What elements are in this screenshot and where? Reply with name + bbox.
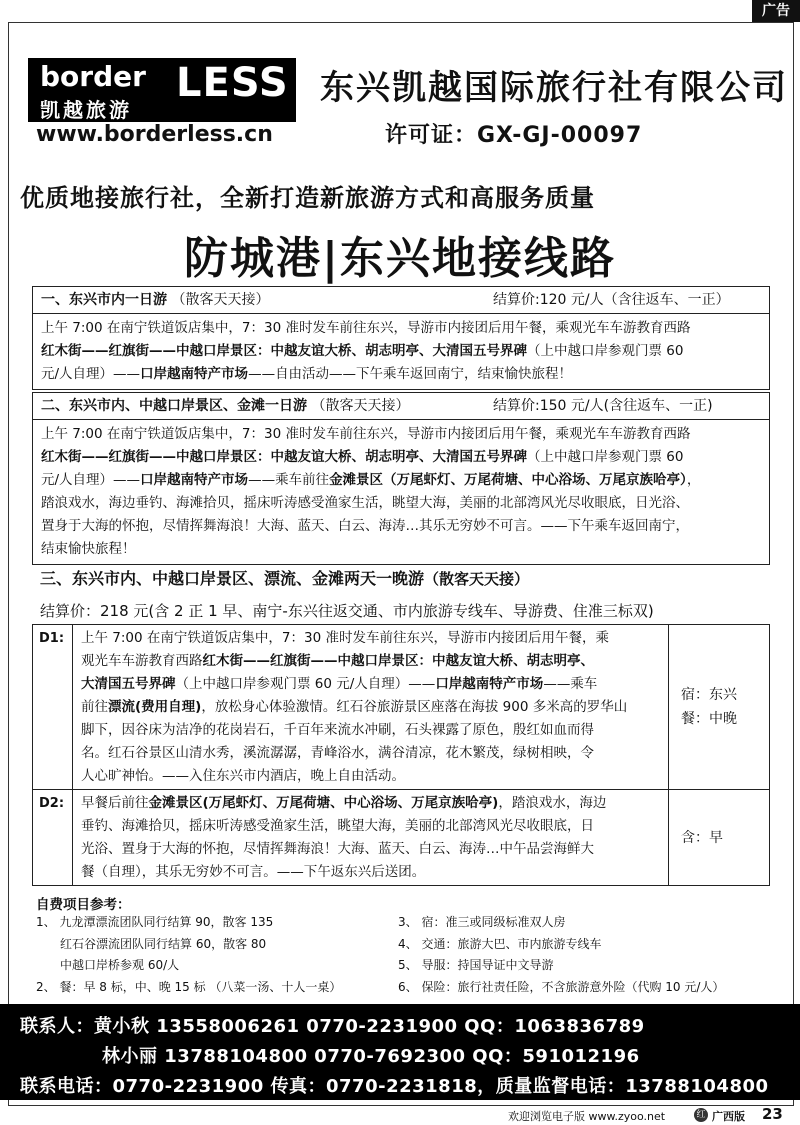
extra-item: 红石谷漂流团队同行结算 60，散客 80 [60, 936, 267, 951]
contact-line-2: 林小丽 13788104800 0770-7692300 QQ：591012196 [102, 1046, 640, 1067]
extras-title: 自费项目参考： [36, 897, 131, 913]
route-3-title: 三、东兴市内、中越口岸景区、漂流、金滩两天一晚游（散客天天接） [40, 569, 530, 588]
logo-chinese-text: 凯越旅游 [40, 98, 132, 122]
extra-item: 5、 导服：持国导证中文导游 [398, 958, 554, 972]
route-3-note: （散客天天接） [424, 570, 530, 588]
route-1-title: 一、东兴市内一日游 [41, 292, 167, 308]
extra-item: 1、 九龙潭漂流团队同行结算 90，散客 135 [36, 915, 274, 929]
route-2-line: 置身于大海的怀抱，尽情挥舞海浪！大海、蓝天、白云、海涛…其乐无穷妙不可言。——下午乘车返回南宁， [41, 518, 689, 534]
route-2-price: 结算价:150 元/人(含往返车、一正) [493, 398, 713, 414]
route-2-box [32, 392, 770, 565]
route-2-title: 二、东兴市内、中越口岸景区、金滩一日游 [41, 398, 307, 414]
slogan: 优质地接旅行社，全新打造新旅游方式和高服务质量 [20, 184, 595, 212]
route-1-header [33, 287, 769, 314]
route-1-line: 元/人自理）——口岸越南特产市场——自由活动——下午乘车返回南宁，结束愉快旅程！ [41, 366, 573, 382]
footer-edition: 广西版 [712, 1110, 745, 1123]
route-2-line: 元/人自理）——口岸越南特产市场——乘车前往金滩景区（万尾虾灯、万尾荷塘、中心浴场、万尾京族哈亭）， [41, 472, 701, 488]
company-name: 东兴凯越国际旅行社有限公司 [320, 68, 788, 108]
page-number: 23 [762, 1105, 783, 1123]
logo-border-text: border [40, 60, 146, 93]
route-1-box [32, 286, 770, 390]
extras-left-column [36, 912, 341, 998]
day-1-label: D1: [33, 625, 73, 789]
route-1-itinerary [33, 314, 769, 389]
route-3-itinerary-table [32, 624, 770, 886]
route-1-price: 结算价:120 元/人（含往返车、一正） [493, 292, 730, 308]
extra-item: 4、 交通：旅游大巴、市内旅游专线车 [398, 936, 602, 951]
extras-right-column [398, 912, 724, 998]
route-2-line: 结束愉快旅程！ [41, 541, 136, 557]
contact-bar [0, 1004, 800, 1100]
route-2-line: 红木街——红旗街——中越口岸景区：中越友谊大桥、胡志明亭、大清国五号界碑（上中越口岸参观门票 60 [41, 449, 684, 465]
page-footer [0, 1104, 800, 1125]
day-1-stay-meal [669, 625, 769, 789]
route-1-line: 红木街——红旗街——中越口岸景区：中越友谊大桥、胡志明亭、大清国五号界碑（上中越口岸参观门票 60 [41, 343, 684, 359]
ad-label: 广告 [752, 0, 800, 22]
headline: 防城港|东兴地接线路 [183, 233, 617, 284]
day-1-row [33, 625, 769, 789]
route-2-header [33, 393, 769, 420]
route-2-note: （散客天天接） [311, 398, 410, 414]
route-1-note: （散客天天接） [171, 292, 270, 308]
route-2-itinerary [33, 420, 769, 564]
contact-line-1: 联系人：黄小秋 13558006261 0770-2231900 QQ：1063836789 [20, 1016, 645, 1037]
route-2-line: 踏浪戏水，海边垂钓、海滩拾贝，摇床听涛感受渔家生活，眺望大海，美丽的北部湾风光尽收眼底，日光浴、 [41, 495, 689, 511]
license-number: 许可证：GX-GJ-00097 [385, 123, 643, 148]
route-2-line: 上午 7:00 在南宁铁道饭店集中，7：30 准时发车前往东兴，导游市内接团后用午餐，乘观光车车游教育西路 [41, 426, 691, 442]
day-2-text: 早餐后前往金滩景区(万尾虾灯、万尾荷塘、中心浴场、万尾京族哈亭)，踏浪戏水，海边 垂钓、海滩拾贝，摇床听涛感受渔家生活，眺望大海，美丽的北部湾风光尽收眼底，日 光浴、置身于大海的怀抱，尽情挥舞海浪！大海、蓝天、白云、海涛…中午品尝海鲜大 餐（自理），其乐无穷妙不可言。——下午返东兴后送团。 [73, 790, 669, 886]
edition-badge-icon: 红 [694, 1108, 708, 1122]
day-2-row [33, 789, 769, 886]
contact-line-3: 联系电话：0770-2231900 传真：0770-2231818，质量监督电话：13788104800 [20, 1076, 769, 1097]
extra-item: 中越口岸桥参观 60/人 [60, 958, 180, 972]
route-3-price: 结算价：218 元(含 2 正 1 早、南宁-东兴往返交通、市内旅游专线车、导游费、住准三标双) [40, 602, 654, 620]
day-1-text: 上午 7:00 在南宁铁道饭店集中，7：30 准时发车前往东兴，导游市内接团后用午餐，乘 观光车车游教育西路红木街——红旗街——中越口岸景区：中越友谊大桥、胡志明亭、 大清国五号界碑（上中越口岸参观门票 60 元/人自理）——口岸越南特产市场——乘车 前往漂流(费用自理)，放松身心体验激情。红石谷旅游景区座落在海拔 900 多米高的罗华山 脚下，因谷床为洁净的花岗岩石，千百年来流水冲刷，石头裸露了原色，殷红如血而得 名。红石谷景区山清水秀，溪流潺潺，青峰浴水，满谷清凉，花木繁茂，绿树相映，令 人心旷神怡。——入住东兴市内酒店，晚上自由活动。 [73, 625, 669, 789]
extra-item: 6、 保险：旅行社责任险，不含旅游意外险（代购 10 元/人） [398, 979, 725, 994]
extra-item: 2、 餐：早 8 标，中、晚 15 标 （八菜一汤、十人一桌） [36, 979, 342, 994]
route-1-line: 上午 7:00 在南宁铁道饭店集中，7：30 准时发车前往东兴，导游市内接团后用午餐，乘观光车车游教育西路 [41, 320, 691, 336]
extra-item: 3、 宿：准三或同级标准双人房 [398, 915, 566, 929]
borderless-logo [28, 58, 296, 122]
day-1-meal: 餐：中晚 [681, 711, 737, 727]
day-2-label: D2: [33, 790, 73, 886]
day-1-stay: 宿：东兴 [681, 687, 737, 703]
website-link[interactable]: www.borderless.cn [36, 122, 273, 147]
logo-less-text: LESS [176, 60, 289, 106]
footer-welcome: 欢迎浏览电子版 www.zyoo.net [508, 1110, 666, 1123]
day-2-meal: 含：早 [681, 830, 723, 846]
